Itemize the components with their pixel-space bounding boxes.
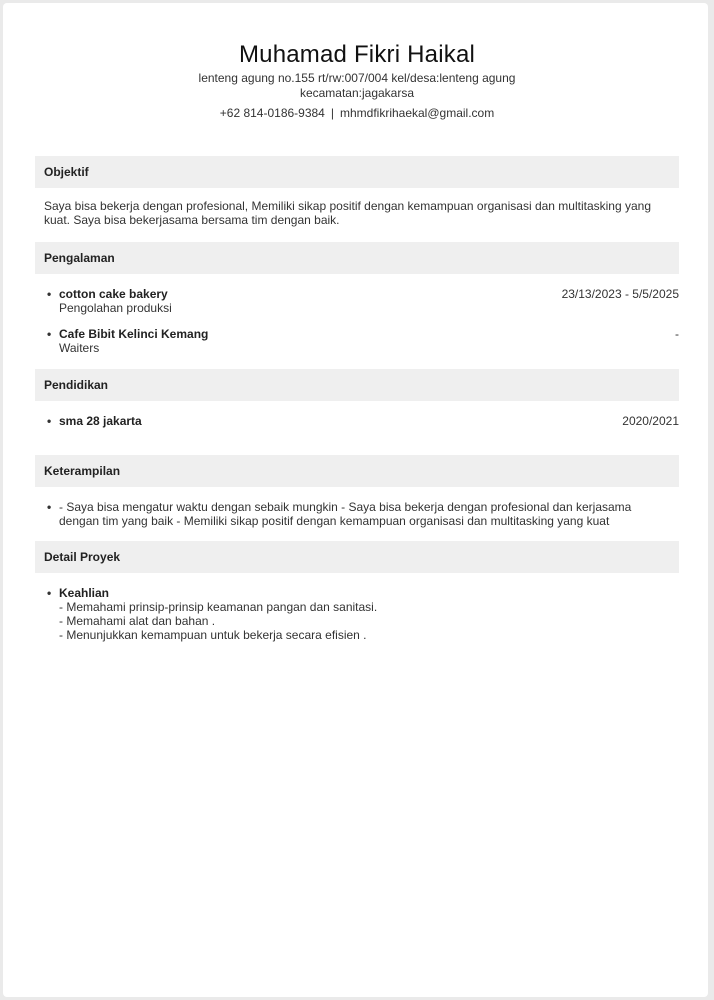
- experience-heading: Pengalaman: [35, 242, 679, 274]
- bullet: •: [47, 500, 52, 514]
- experience-date: -: [675, 327, 679, 341]
- skills-section: [35, 455, 679, 528]
- experience-section: [35, 242, 679, 355]
- resume-header: [0, 40, 714, 121]
- phone-number: +62 814-0186-9384: [219, 106, 325, 120]
- contact-line: [0, 106, 714, 121]
- experience-date: 23/13/2023 - 5/5/2025: [561, 287, 679, 301]
- education-date: 2020/2021: [622, 414, 679, 428]
- education-heading: Pendidikan: [35, 369, 679, 401]
- objective-section: [35, 156, 679, 227]
- bullet: •: [47, 287, 52, 301]
- bullet: •: [47, 586, 52, 600]
- education-item: [35, 414, 679, 428]
- objective-heading: Objektif: [35, 156, 679, 188]
- projects-section: [35, 541, 679, 642]
- education-section: [35, 369, 679, 428]
- project-detail-line: - Menunjukkan kemampuan untuk bekerja secara efisien .: [59, 628, 367, 642]
- contact-separator: |: [330, 106, 334, 120]
- email-address: mhmdfikrihaekal@gmail.com: [339, 106, 495, 120]
- skills-item: [35, 500, 679, 528]
- education-school: sma 28 jakarta: [59, 414, 142, 428]
- bullet: •: [47, 327, 52, 341]
- project-detail-line: - Memahami alat dan bahan .: [59, 614, 216, 628]
- candidate-name: Muhamad Fikri Haikal: [238, 41, 476, 68]
- skills-line-1: - Saya bisa mengatur waktu dengan sebaik mungkin - Saya bisa bekerja dengan profesional dan kerjasama: [59, 500, 632, 514]
- objective-text: Saya bisa bekerja dengan profesional, Memiliki sikap positif dengan kemampuan organisasi dan multitasking yang kuat. Saya bisa bekerjasama bersama tim dengan baik.: [44, 199, 652, 227]
- skills-heading: Keterampilan: [35, 455, 679, 487]
- address: [0, 71, 714, 101]
- experience-role: Waiters: [59, 341, 100, 355]
- skills-line-2: dengan tim yang baik - Memiliki sikap positif dengan kemampuan organisasi dan multitasking yang kuat: [59, 514, 610, 528]
- projects-heading: Detail Proyek: [35, 541, 679, 573]
- experience-title: Cafe Bibit Kelinci Kemang: [59, 327, 209, 341]
- project-item: [35, 586, 679, 642]
- experience-role: Pengolahan produksi: [59, 301, 172, 315]
- address-line-1: lenteng agung no.155 rt/rw:007/004 kel/desa:lenteng agung: [198, 71, 516, 85]
- experience-item: [35, 287, 679, 315]
- project-detail-line: - Memahami prinsip-prinsip keamanan pangan dan sanitasi.: [59, 600, 378, 614]
- experience-item: [35, 327, 679, 355]
- project-title: Keahlian: [59, 586, 110, 600]
- experience-title: cotton cake bakery: [59, 287, 168, 301]
- bullet: •: [47, 414, 52, 428]
- address-line-2: kecamatan:jagakarsa: [299, 86, 415, 100]
